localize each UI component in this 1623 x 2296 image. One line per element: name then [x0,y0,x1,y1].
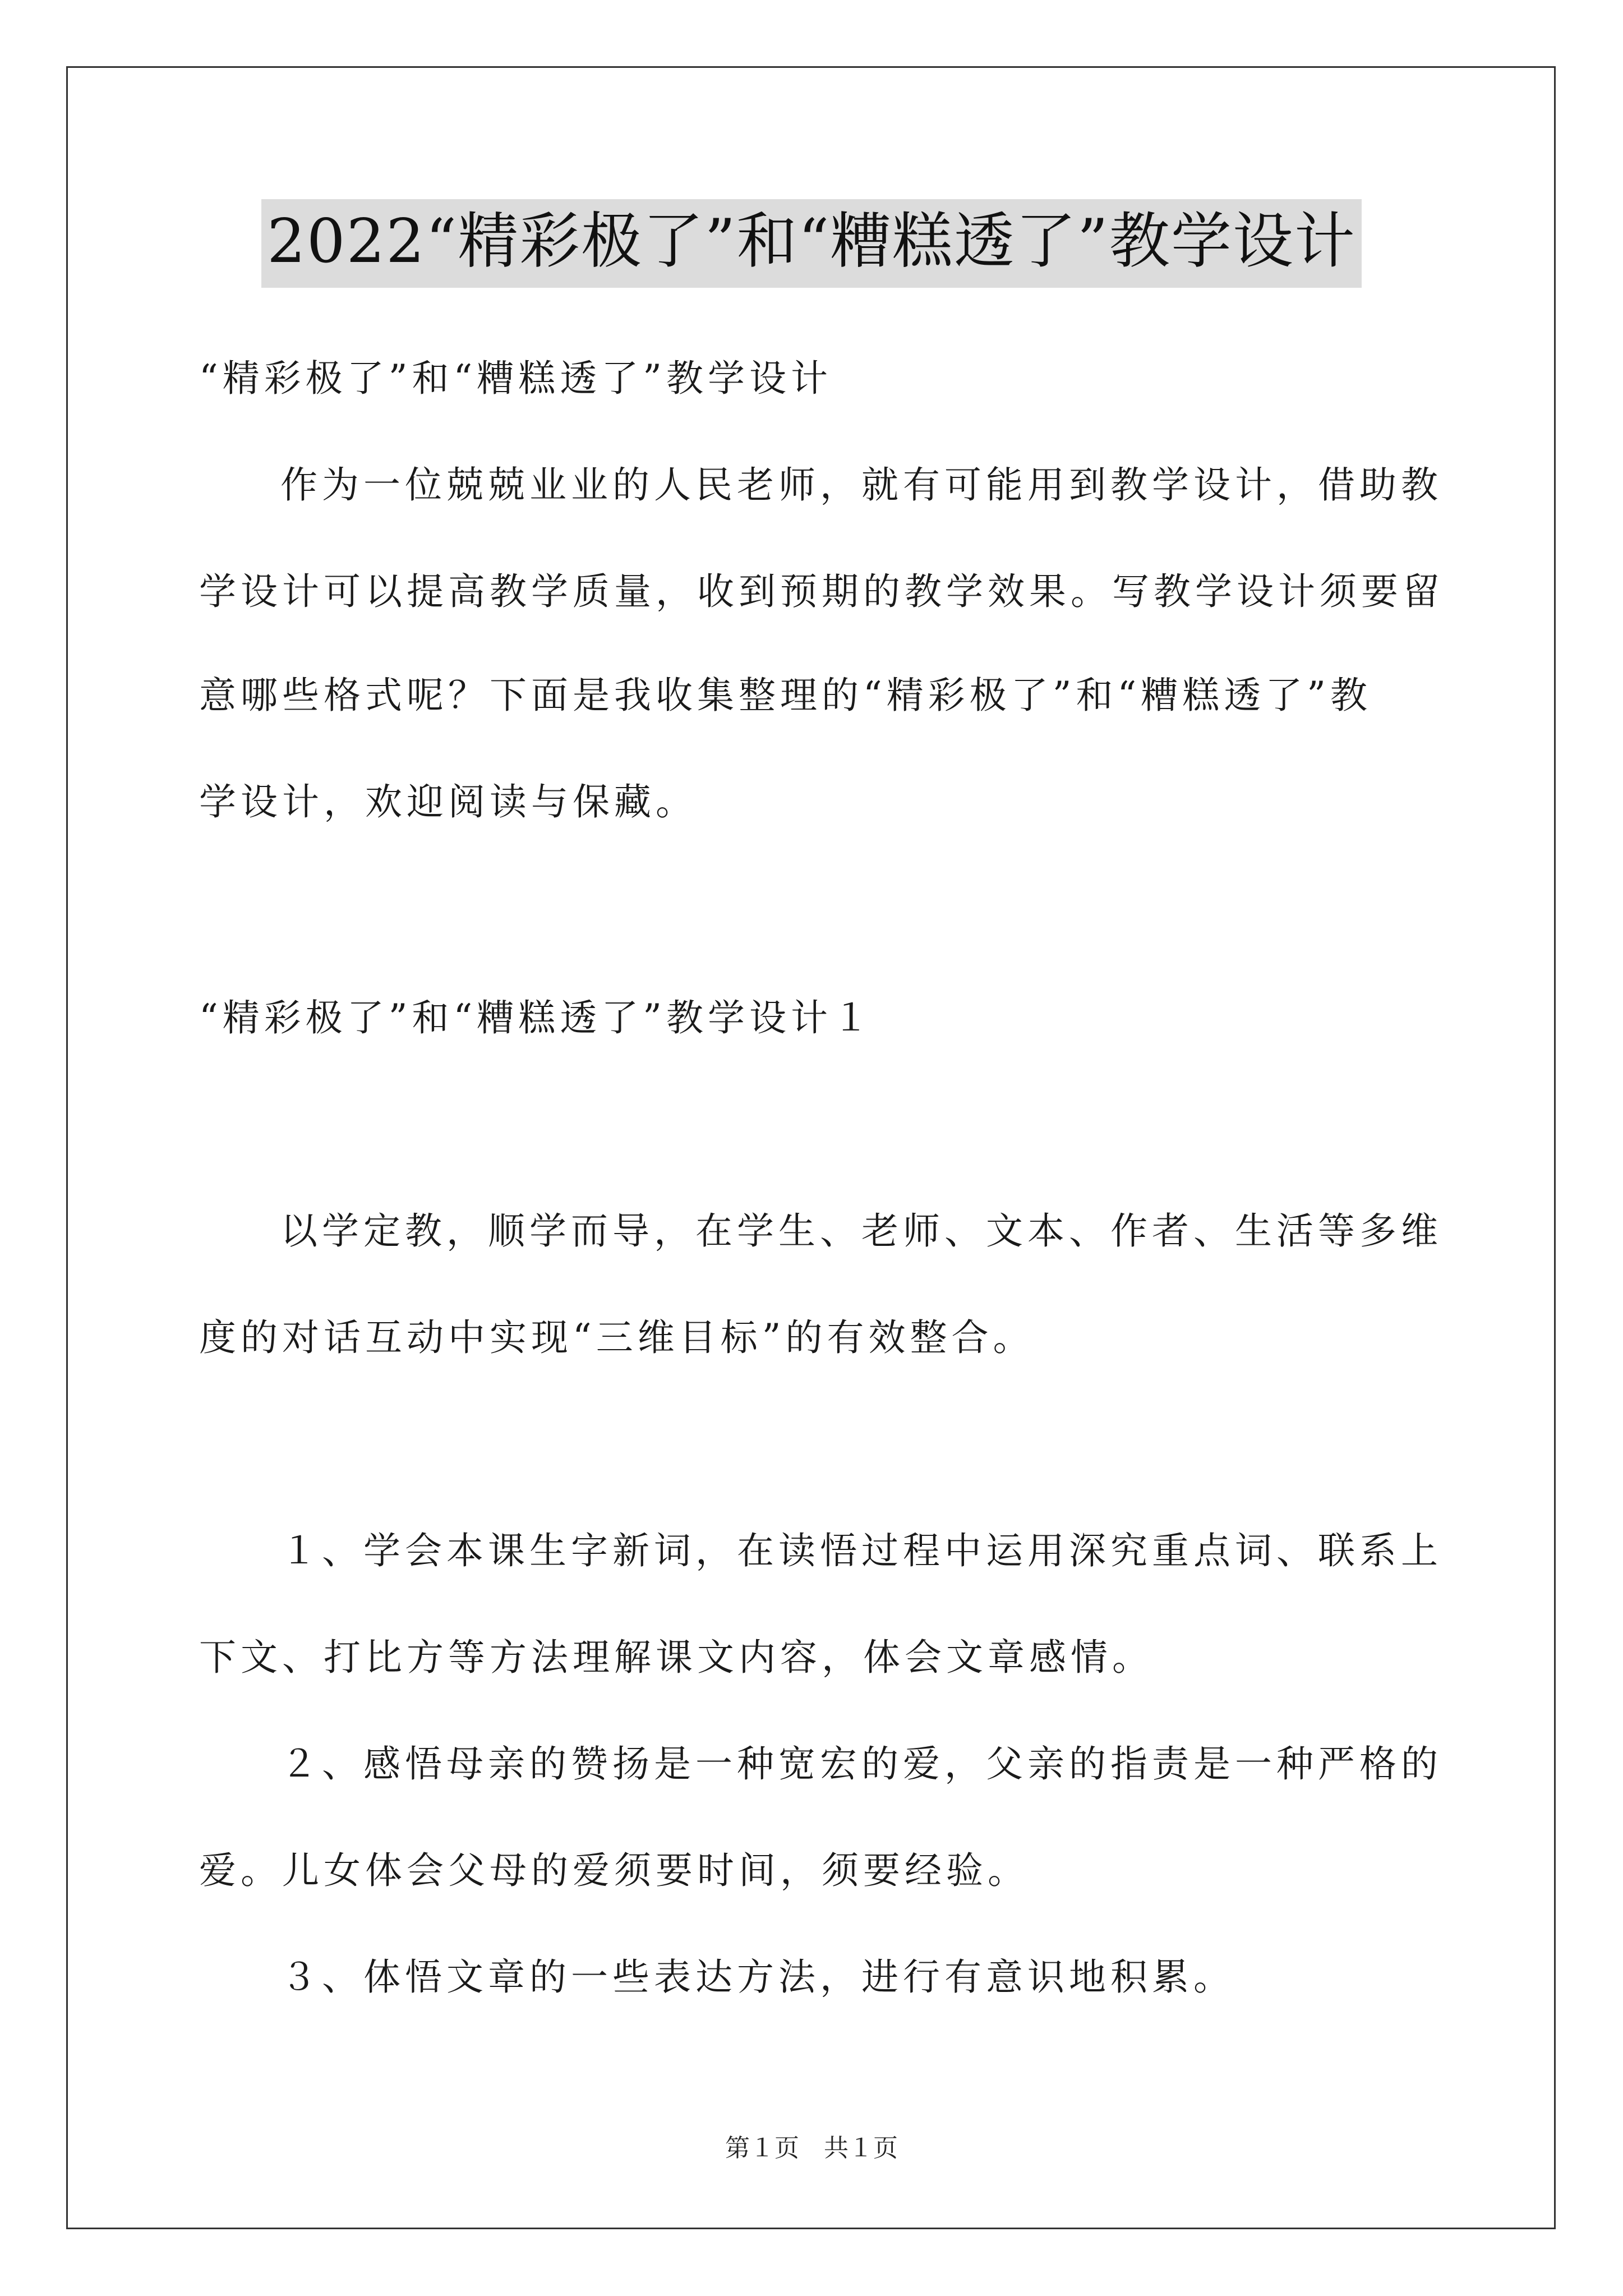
paragraph-line: 学设计可以提高教学质量，收到预期的教学效果。写教学设计须要留 [199,570,1444,613]
subtitle-line: “精彩极了”和“糟糕透了”教学设计 [199,357,832,400]
paragraph-line: 度的对话互动中实现“三维目标”的有效整合。 [199,1316,1035,1359]
title-container [0,199,1623,288]
paragraph-line: 学设计，欢迎阅读与保藏。 [199,780,697,823]
paragraph-line: 作为一位兢兢业业的人民老师，就有可能用到教学设计，借助教 [280,463,1442,507]
page-footer: 第１页 共１页 [725,2134,898,2162]
list-item-line: ２、感悟母亲的赞扬是一种宽宏的爱，父亲的指责是一种严格的 [280,1742,1442,1786]
paragraph-line: 意哪些格式呢？下面是我收集整理的“精彩极了”和“糟糕透了”教 [199,674,1372,717]
list-item-line: 爱。儿女体会父母的爱须要时间，须要经验。 [199,1849,1029,1892]
list-item-line: 下文、打比方等方法理解课文内容，体会文章感情。 [199,1636,1154,1679]
list-item-line: ３、体悟文章的一些表达方法，进行有意识地积累。 [280,1955,1235,1999]
section-heading: “精彩极了”和“糟糕透了”教学设计１ [199,996,874,1039]
list-item-line: １、学会本课生字新词，在读悟过程中运用深究重点词、联系上 [280,1529,1442,1572]
document-title: 2022“精彩极了”和“糟糕透了”教学设计 [261,199,1362,288]
paragraph-line: 以学定教，顺学而导，在学生、老师、文本、作者、生活等多维 [280,1209,1442,1253]
